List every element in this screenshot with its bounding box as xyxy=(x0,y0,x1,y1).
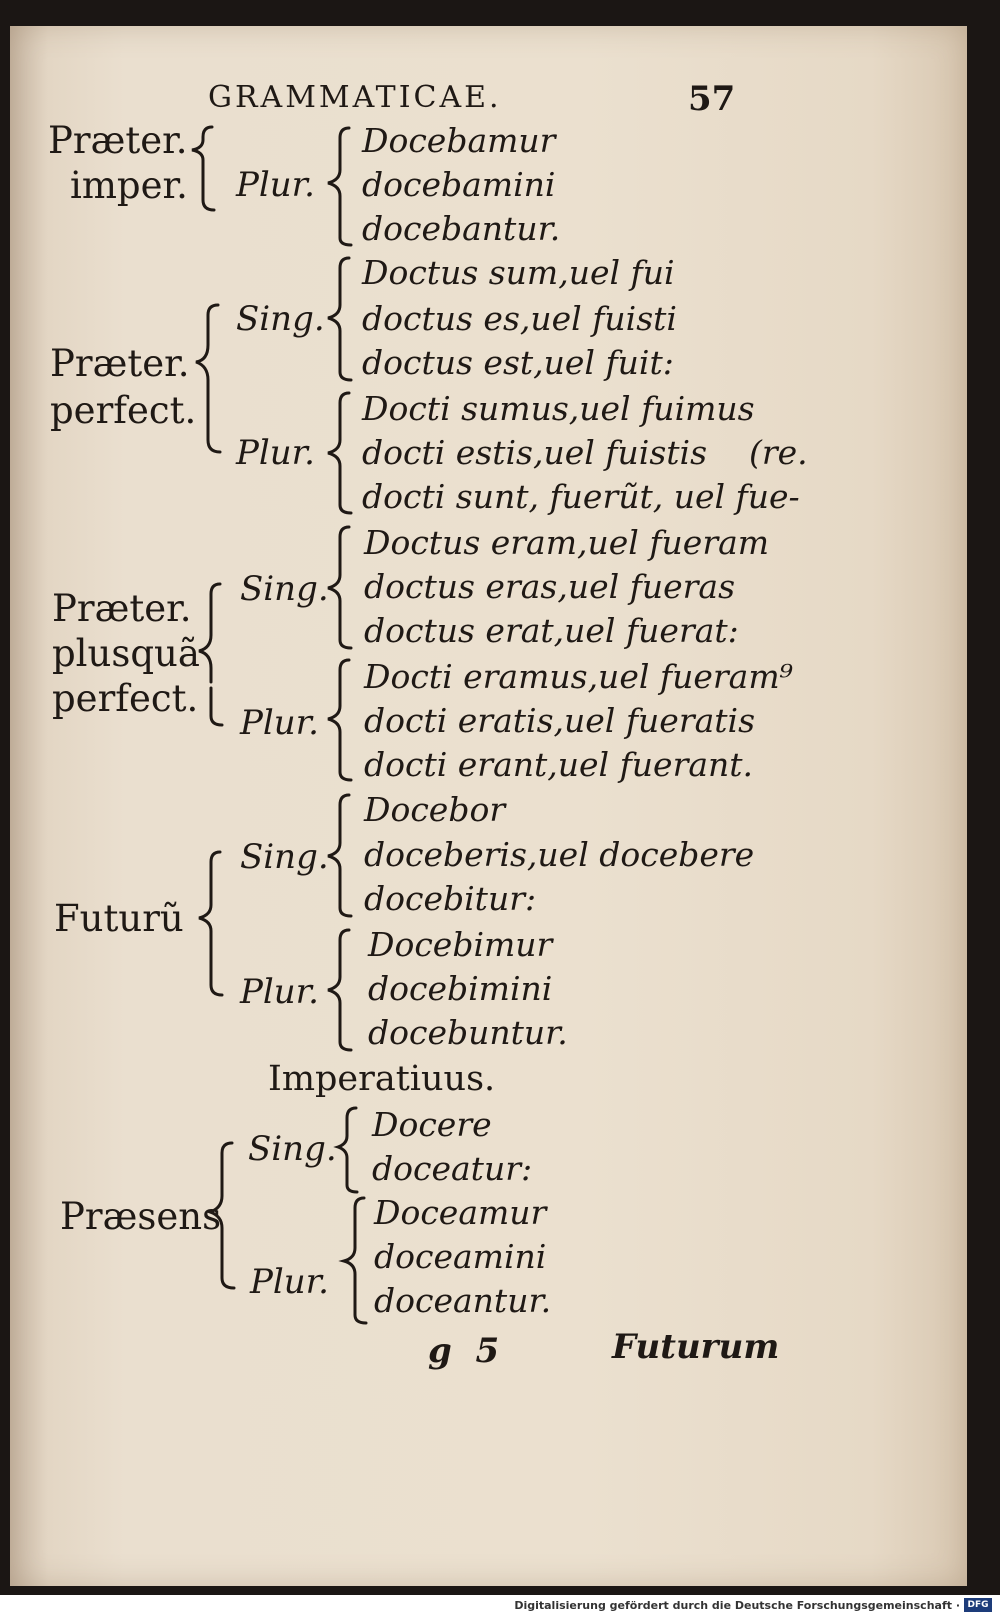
tense-label-line: Præter. xyxy=(50,342,190,385)
verb-form: doctus eras,uel fueras xyxy=(364,567,736,606)
verb-form: doceantur. xyxy=(374,1281,552,1320)
tense-label-line: Præter. xyxy=(52,587,192,630)
number-label: Sing. xyxy=(236,299,325,339)
verb-form: docebitur: xyxy=(364,879,537,918)
verb-form: docebantur. xyxy=(362,209,561,248)
verb-form: Docti sumus,uel fuimus xyxy=(362,389,755,428)
verb-form: Docebimur xyxy=(368,925,553,964)
verb-form: docti sunt, fuerũt, uel fue- xyxy=(362,477,800,516)
page-number: 57 xyxy=(688,79,736,119)
verb-form: docti estis,uel fuistis (re. xyxy=(362,433,808,472)
verb-form: docti eratis,uel fueratis xyxy=(364,701,756,740)
tense-label-line: plusquã xyxy=(52,632,200,675)
tense-label-line: Præsens xyxy=(60,1195,222,1238)
verb-form: Doceamur xyxy=(374,1193,547,1232)
verb-form: Docere xyxy=(372,1105,492,1144)
tense-label-line: perfect. xyxy=(50,389,197,432)
number-label: Plur. xyxy=(236,165,315,205)
verb-form: Doctus eram,uel fueram xyxy=(364,523,770,562)
verb-form: Doctus sum,uel fui xyxy=(362,253,675,292)
running-head: GRAMMATICAE. xyxy=(208,80,502,115)
dfg-logo: DFG xyxy=(964,1598,992,1612)
verb-form: doceamini xyxy=(374,1237,547,1276)
verb-form: doceatur: xyxy=(372,1149,533,1188)
verb-form: docebamini xyxy=(362,165,556,204)
number-label: Sing. xyxy=(248,1129,337,1169)
number-label: Plur. xyxy=(250,1262,329,1302)
verb-form: doctus es,uel fuisti xyxy=(362,299,677,338)
digitization-credit: Digitalisierung gefördert durch die Deutsche Forschungsgemeinschaft · xyxy=(514,1599,960,1612)
verb-form: docebimini xyxy=(368,969,553,1008)
verb-form: Docebor xyxy=(364,790,506,829)
tense-label-line: perfect. xyxy=(52,677,199,720)
verb-form: docti erant,uel fuerant. xyxy=(364,745,754,784)
section-heading: Imperatiuus. xyxy=(268,1059,496,1099)
tense-label-line: imper. xyxy=(70,164,188,207)
verb-form: doctus erat,uel fuerat: xyxy=(364,611,739,650)
number-label: Sing. xyxy=(240,569,329,609)
number-label: Plur. xyxy=(240,972,319,1012)
verb-form: Docti eramus,uel fueram⁹ xyxy=(364,657,793,696)
verb-form: doctus est,uel fuit: xyxy=(362,343,674,382)
number-label: Plur. xyxy=(240,703,319,743)
verb-form: Docebamur xyxy=(362,121,556,160)
number-label: Sing. xyxy=(240,837,329,877)
catchword: Futurum xyxy=(612,1327,780,1367)
verb-form: docebuntur. xyxy=(368,1013,568,1052)
signature-mark: g 5 xyxy=(428,1331,500,1371)
tense-label-line: Præter. xyxy=(48,119,188,162)
number-label: Plur. xyxy=(236,433,315,473)
verb-form: doceberis,uel docebere xyxy=(364,835,755,874)
tense-label-line: Futurũ xyxy=(54,897,184,940)
